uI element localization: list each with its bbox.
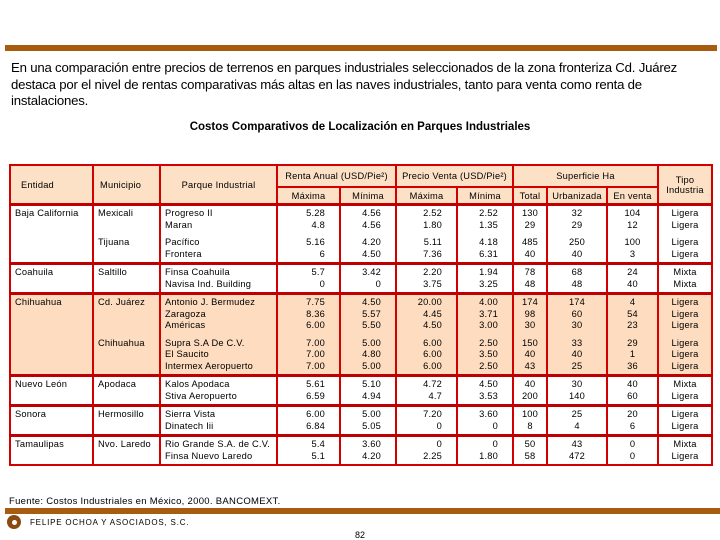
- superficie-en-venta: 4: [629, 297, 636, 307]
- precio-maxima: 5.11: [423, 237, 442, 247]
- parque-name: Intermex Aeropuerto: [165, 360, 254, 371]
- entity-group: [10, 294, 712, 376]
- municipio-cell: [93, 376, 160, 406]
- precio-minima: 4.00: [479, 297, 498, 307]
- renta-minima: 4.94: [362, 390, 381, 401]
- parque-cell: [160, 205, 277, 234]
- renta-minima: 3.42: [362, 267, 381, 277]
- header-precio-minima: Mínima: [457, 187, 513, 205]
- precio-maxima: 6.00: [423, 337, 442, 348]
- municipio-cell: [93, 294, 160, 334]
- parque-name: Progreso II: [165, 208, 213, 218]
- superficie-en-venta: 40: [627, 379, 638, 389]
- table-row: [10, 264, 712, 294]
- superficie-total-cell: [513, 334, 547, 376]
- entidad-name: Baja California: [15, 208, 79, 218]
- renta-minima: 4.80: [362, 349, 381, 359]
- superficie-en-venta: 100: [624, 237, 641, 247]
- entidad-name: Nuevo León: [15, 379, 68, 389]
- table-row: [10, 233, 712, 264]
- renta-maxima: 5.16: [306, 237, 325, 247]
- superficie-urbanizada: 60: [571, 308, 583, 319]
- parque-cell: [160, 376, 277, 406]
- superficie-en-venta: 0: [629, 439, 636, 449]
- superficie-urbanizada: 40: [571, 248, 583, 259]
- superficie-en-venta-cell: [607, 406, 658, 436]
- superficie-en-venta: 54: [627, 308, 638, 319]
- tipo-industria: Mixta: [673, 379, 697, 389]
- renta-maxima-cell: [277, 233, 340, 264]
- precio-minima: 1.35: [479, 219, 498, 230]
- header-municipio: Municipio: [93, 165, 160, 205]
- header-renta-anual: Renta Anual (USD/Pie²): [277, 165, 396, 187]
- municipio-cell: [93, 233, 160, 264]
- entidad-cell: [10, 376, 93, 406]
- top-divider-bar: [5, 45, 717, 51]
- superficie-total: 40: [524, 349, 536, 359]
- superficie-total: 43: [524, 360, 536, 371]
- superficie-en-venta: 104: [624, 208, 641, 218]
- superficie-urbanizada: 250: [568, 237, 586, 247]
- superficie-en-venta: 0: [629, 450, 636, 461]
- precio-maxima: 7.20: [423, 409, 442, 419]
- superficie-en-venta: 12: [627, 219, 638, 230]
- renta-minima-cell: [340, 294, 396, 334]
- precio-maxima: 2.20: [423, 267, 442, 277]
- municipio-name: Cd. Juárez: [98, 297, 145, 307]
- tipo-industria-cell: [658, 264, 712, 294]
- tipo-industria: Ligera: [671, 390, 699, 401]
- precio-minima-cell: [457, 334, 513, 376]
- tipo-industria: Ligera: [671, 409, 699, 419]
- tipo-industria: Ligera: [671, 297, 699, 307]
- superficie-en-venta: 24: [627, 267, 638, 277]
- entidad-cell: [10, 205, 93, 264]
- header-precio-maxima: Máxima: [396, 187, 457, 205]
- superficie-en-venta: 60: [627, 390, 638, 401]
- superficie-en-venta: 36: [627, 360, 638, 371]
- header-tipo-industria: Tipo Industria: [658, 165, 712, 205]
- municipio-name: Chihuahua: [98, 337, 145, 348]
- table-row: [10, 376, 712, 406]
- superficie-total: 8: [527, 420, 533, 431]
- precio-minima: 0: [492, 439, 498, 449]
- parque-cell: [160, 406, 277, 436]
- precio-minima-cell: [457, 406, 513, 436]
- precio-maxima-cell: [396, 334, 457, 376]
- tipo-industria: Ligera: [671, 248, 699, 259]
- superficie-en-venta: 40: [627, 278, 638, 289]
- renta-minima: 5.00: [362, 409, 381, 419]
- superficie-total-cell: [513, 406, 547, 436]
- precio-minima: 2.50: [479, 337, 498, 348]
- parque-name: Américas: [165, 320, 206, 330]
- superficie-urbanizada: 33: [571, 337, 583, 348]
- firm-name: FELIPE OCHOA Y ASOCIADOS, S.C.: [30, 518, 190, 527]
- renta-minima: 4.56: [362, 219, 381, 230]
- header-entidad: Entidad: [10, 165, 93, 205]
- parque-name: Supra S.A De C.V.: [165, 337, 245, 348]
- tipo-industria: Mixta: [673, 439, 697, 449]
- superficie-total: 29: [524, 219, 536, 230]
- tipo-industria-cell: [658, 294, 712, 334]
- entity-group: [10, 376, 712, 406]
- superficie-en-venta: 3: [629, 248, 636, 259]
- renta-maxima: 7.00: [306, 349, 325, 359]
- header-urbanizada: Urbanizada: [547, 187, 607, 205]
- parque-cell: [160, 233, 277, 264]
- superficie-total-cell: [513, 233, 547, 264]
- precio-maxima: 4.45: [423, 308, 442, 319]
- superficie-urbanizada: 25: [571, 409, 583, 419]
- precio-minima: 6.31: [479, 248, 498, 259]
- table-row: [10, 205, 712, 234]
- renta-minima-cell: [340, 233, 396, 264]
- superficie-total-cell: [513, 436, 547, 466]
- renta-maxima: 5.28: [306, 208, 325, 218]
- entidad-name: Chihuahua: [15, 297, 62, 307]
- entidad-name: Sonora: [15, 409, 47, 419]
- renta-minima: 5.05: [362, 420, 381, 431]
- precio-maxima: 3.75: [423, 278, 442, 289]
- tipo-industria: Ligera: [671, 450, 699, 461]
- parque-name: Kalos Apodaca: [165, 379, 230, 389]
- precio-maxima-cell: [396, 436, 457, 466]
- precio-maxima: 4.7: [428, 390, 442, 401]
- precio-minima: 4.50: [479, 379, 498, 389]
- table-row: [10, 406, 712, 436]
- superficie-total: 40: [524, 248, 536, 259]
- superficie-total-cell: [513, 294, 547, 334]
- precio-maxima-cell: [396, 233, 457, 264]
- renta-maxima-cell: [277, 334, 340, 376]
- parque-name: Dinatech Iii: [165, 420, 214, 431]
- precio-maxima: 0: [436, 439, 442, 449]
- header-precio-venta: Precio Venta (USD/Pie²): [396, 165, 513, 187]
- page-number: 82: [355, 530, 366, 540]
- superficie-total: 200: [521, 390, 539, 401]
- superficie-urbanizada-cell: [547, 233, 607, 264]
- renta-maxima-cell: [277, 205, 340, 234]
- table-row: [10, 294, 712, 334]
- superficie-total-cell: [513, 205, 547, 234]
- precio-minima: 3.60: [479, 409, 498, 419]
- municipio-name: Tijuana: [98, 237, 130, 247]
- precio-maxima-cell: [396, 205, 457, 234]
- renta-maxima: 6.59: [306, 390, 325, 401]
- renta-minima: 0: [375, 278, 381, 289]
- superficie-en-venta-cell: [607, 264, 658, 294]
- superficie-en-venta-cell: [607, 376, 658, 406]
- tipo-industria-cell: [658, 334, 712, 376]
- tipo-industria: Ligera: [671, 360, 699, 371]
- municipio-cell: [93, 205, 160, 234]
- superficie-urbanizada-cell: [547, 294, 607, 334]
- entidad-name: Coahuila: [15, 267, 54, 277]
- renta-minima: 5.00: [362, 337, 381, 348]
- municipio-cell: [93, 334, 160, 376]
- precio-minima: 1.80: [479, 450, 498, 461]
- superficie-en-venta-cell: [607, 294, 658, 334]
- renta-maxima-cell: [277, 376, 340, 406]
- entity-group: [10, 406, 712, 436]
- renta-minima: 4.50: [362, 297, 381, 307]
- renta-minima: 5.00: [362, 360, 381, 371]
- entity-group: [10, 205, 712, 264]
- superficie-total: 78: [524, 267, 536, 277]
- parque-name: Maran: [165, 219, 193, 230]
- superficie-urbanizada: 48: [571, 278, 583, 289]
- renta-minima-cell: [340, 205, 396, 234]
- superficie-en-venta: 29: [627, 337, 638, 348]
- superficie-urbanizada: 32: [571, 208, 583, 218]
- renta-minima-cell: [340, 264, 396, 294]
- superficie-en-venta-cell: [607, 233, 658, 264]
- tipo-industria: Ligera: [671, 208, 699, 218]
- header-superficie: Superficie Ha: [513, 165, 658, 187]
- superficie-en-venta-cell: [607, 205, 658, 234]
- renta-minima-cell: [340, 406, 396, 436]
- parque-name: Finsa Coahuila: [165, 267, 230, 277]
- tipo-industria: Mixta: [673, 267, 697, 277]
- renta-maxima-cell: [277, 406, 340, 436]
- renta-maxima: 6.00: [306, 320, 325, 330]
- parque-name: Frontera: [165, 248, 202, 259]
- parque-cell: [160, 334, 277, 376]
- superficie-total: 150: [521, 337, 539, 348]
- superficie-urbanizada: 4: [574, 420, 580, 431]
- precio-minima-cell: [457, 233, 513, 264]
- renta-maxima-cell: [277, 264, 340, 294]
- precio-maxima: 20.00: [417, 297, 442, 307]
- renta-minima: 5.57: [362, 308, 381, 319]
- precio-minima: 0: [492, 420, 498, 431]
- tipo-industria: Ligera: [671, 219, 699, 230]
- tipo-industria: Ligera: [671, 237, 699, 247]
- municipio-cell: [93, 436, 160, 466]
- precio-maxima: 4.50: [423, 320, 442, 330]
- parque-name: Stiva Aeropuerto: [165, 390, 237, 401]
- precio-maxima: 2.52: [423, 208, 442, 218]
- superficie-urbanizada: 30: [571, 320, 583, 330]
- renta-maxima: 5.4: [311, 439, 325, 449]
- superficie-total: 48: [524, 278, 536, 289]
- superficie-urbanizada: 174: [568, 297, 586, 307]
- parque-name: Pacífico: [165, 237, 200, 247]
- renta-minima-cell: [340, 376, 396, 406]
- municipio-name: Hermosillo: [98, 409, 144, 419]
- renta-minima: 5.10: [362, 379, 381, 389]
- tipo-industria: Ligera: [671, 337, 699, 348]
- precio-minima: 2.52: [479, 208, 498, 218]
- parque-name: Finsa Nuevo Laredo: [165, 450, 253, 461]
- municipio-name: Apodaca: [98, 379, 137, 389]
- superficie-en-venta: 6: [629, 420, 636, 431]
- precio-minima-cell: [457, 205, 513, 234]
- precio-minima: 2.50: [479, 360, 498, 371]
- header-parque: Parque Industrial: [160, 165, 277, 205]
- tipo-industria: Ligera: [671, 320, 699, 330]
- superficie-total-cell: [513, 264, 547, 294]
- renta-maxima: 6.00: [306, 409, 325, 419]
- precio-minima: 1.94: [479, 267, 498, 277]
- renta-minima: 5.50: [362, 320, 381, 330]
- precio-maxima: 7.36: [423, 248, 442, 259]
- tipo-industria: Ligera: [671, 349, 699, 359]
- bottom-divider-bar: [5, 508, 720, 514]
- renta-maxima: 5.61: [306, 379, 325, 389]
- entidad-cell: [10, 406, 93, 436]
- renta-minima-cell: [340, 436, 396, 466]
- tipo-industria-cell: [658, 436, 712, 466]
- entidad-cell: [10, 294, 93, 376]
- precio-minima: 3.71: [479, 308, 498, 319]
- superficie-en-venta: 23: [627, 320, 638, 330]
- renta-maxima: 7.00: [306, 360, 325, 371]
- municipio-cell: [93, 264, 160, 294]
- header-en-venta: En venta: [607, 187, 658, 205]
- precio-maxima-cell: [396, 406, 457, 436]
- superficie-urbanizada: 25: [571, 360, 583, 371]
- tipo-industria-cell: [658, 233, 712, 264]
- precio-minima: 3.53: [479, 390, 498, 401]
- precio-maxima: 4.72: [423, 379, 442, 389]
- precio-minima-cell: [457, 294, 513, 334]
- superficie-total: 485: [521, 237, 539, 247]
- superficie-urbanizada: 68: [571, 267, 583, 277]
- tipo-industria-cell: [658, 205, 712, 234]
- renta-minima-cell: [340, 334, 396, 376]
- renta-maxima: 8.36: [306, 308, 325, 319]
- comparison-table: [9, 164, 713, 466]
- table-row: [10, 334, 712, 376]
- renta-minima: 4.20: [362, 237, 381, 247]
- superficie-urbanizada-cell: [547, 205, 607, 234]
- renta-minima: 4.20: [362, 450, 381, 461]
- entidad-cell: [10, 264, 93, 294]
- superficie-urbanizada-cell: [547, 436, 607, 466]
- parque-cell: [160, 436, 277, 466]
- precio-maxima-cell: [396, 264, 457, 294]
- parque-name: Navisa Ind. Building: [165, 278, 252, 289]
- parque-name: Antonio J. Bermudez: [165, 297, 256, 307]
- precio-minima: 3.50: [479, 349, 498, 359]
- precio-maxima: 2.25: [423, 450, 442, 461]
- superficie-en-venta: 1: [629, 349, 636, 359]
- renta-maxima: 7.75: [306, 297, 325, 307]
- precio-minima-cell: [457, 436, 513, 466]
- precio-maxima: 1.80: [423, 219, 442, 230]
- renta-minima: 4.50: [362, 248, 381, 259]
- source-note: Fuente: Costos Industriales en México, 2000. BANCOMEXT.: [9, 496, 281, 507]
- superficie-en-venta-cell: [607, 436, 658, 466]
- superficie-urbanizada-cell: [547, 406, 607, 436]
- superficie-urbanizada: 43: [571, 439, 583, 449]
- superficie-urbanizada-cell: [547, 264, 607, 294]
- table-row: [10, 436, 712, 466]
- superficie-urbanizada-cell: [547, 334, 607, 376]
- header-total: Total: [513, 187, 547, 205]
- superficie-urbanizada: 472: [568, 450, 586, 461]
- superficie-urbanizada-cell: [547, 376, 607, 406]
- tipo-industria-cell: [658, 406, 712, 436]
- entity-group: [10, 436, 712, 466]
- superficie-urbanizada: 40: [571, 349, 583, 359]
- superficie-urbanizada: 140: [568, 390, 586, 401]
- renta-maxima-cell: [277, 436, 340, 466]
- superficie-total: 174: [521, 297, 539, 307]
- superficie-total: 30: [524, 320, 536, 330]
- entity-group: [10, 264, 712, 294]
- precio-minima-cell: [457, 264, 513, 294]
- precio-maxima-cell: [396, 376, 457, 406]
- superficie-urbanizada: 29: [571, 219, 583, 230]
- precio-maxima: 6.00: [423, 349, 442, 359]
- superficie-en-venta: 20: [627, 409, 638, 419]
- entidad-cell: [10, 436, 93, 466]
- renta-maxima: 6.84: [306, 420, 325, 431]
- firm-logo-icon: [7, 515, 21, 529]
- superficie-total: 40: [524, 379, 536, 389]
- precio-minima-cell: [457, 376, 513, 406]
- precio-maxima: 0: [436, 420, 442, 431]
- renta-maxima-cell: [277, 294, 340, 334]
- parque-name: Rio Grande S.A. de C.V.: [165, 439, 271, 449]
- tipo-industria: Ligera: [671, 308, 699, 319]
- renta-maxima: 5.7: [311, 267, 325, 277]
- header-renta-maxima: Máxima: [277, 187, 340, 205]
- renta-maxima: 0: [319, 278, 325, 289]
- municipio-name: Nvo. Laredo: [98, 439, 151, 449]
- precio-minima: 3.00: [479, 320, 498, 330]
- tipo-industria-cell: [658, 376, 712, 406]
- entidad-name: Tamaulipas: [15, 439, 65, 449]
- precio-maxima-cell: [396, 294, 457, 334]
- tipo-industria: Mixta: [673, 278, 697, 289]
- parque-name: El Saucito: [165, 349, 209, 359]
- superficie-total: 98: [524, 308, 536, 319]
- table-title: Costos Comparativos de Localización en Parques Industriales: [189, 121, 531, 133]
- renta-maxima: 5.1: [311, 450, 325, 461]
- superficie-total: 50: [524, 439, 536, 449]
- superficie-en-venta-cell: [607, 334, 658, 376]
- intro-paragraph: En una comparación entre precios de terrenos en parques industriales seleccionados de la zona fronteriza Cd. Juárez destaca por el nivel de rentas comparativas más altas en las naves industriales, tanto para venta como renta de instalaciones.: [11, 60, 678, 108]
- parque-name: Zaragoza: [165, 308, 206, 319]
- superficie-urbanizada: 30: [571, 379, 583, 389]
- municipio-name: Saltillo: [98, 267, 127, 277]
- superficie-total: 130: [521, 208, 539, 218]
- superficie-total-cell: [513, 376, 547, 406]
- renta-maxima: 4.8: [311, 219, 325, 230]
- precio-maxima: 6.00: [423, 360, 442, 371]
- renta-minima: 3.60: [362, 439, 381, 449]
- precio-minima: 4.18: [479, 237, 498, 247]
- municipio-name: Mexicali: [98, 208, 134, 218]
- header-renta-minima: Mínima: [340, 187, 396, 205]
- tipo-industria: Ligera: [671, 420, 699, 431]
- parque-cell: [160, 294, 277, 334]
- parque-cell: [160, 264, 277, 294]
- superficie-total: 58: [524, 450, 536, 461]
- municipio-cell: [93, 406, 160, 436]
- renta-maxima: 6: [319, 248, 325, 259]
- superficie-total: 100: [521, 409, 539, 419]
- renta-maxima: 7.00: [306, 337, 325, 348]
- parque-name: Sierra Vista: [165, 409, 216, 419]
- renta-minima: 4.56: [362, 208, 381, 218]
- precio-minima: 3.25: [479, 278, 498, 289]
